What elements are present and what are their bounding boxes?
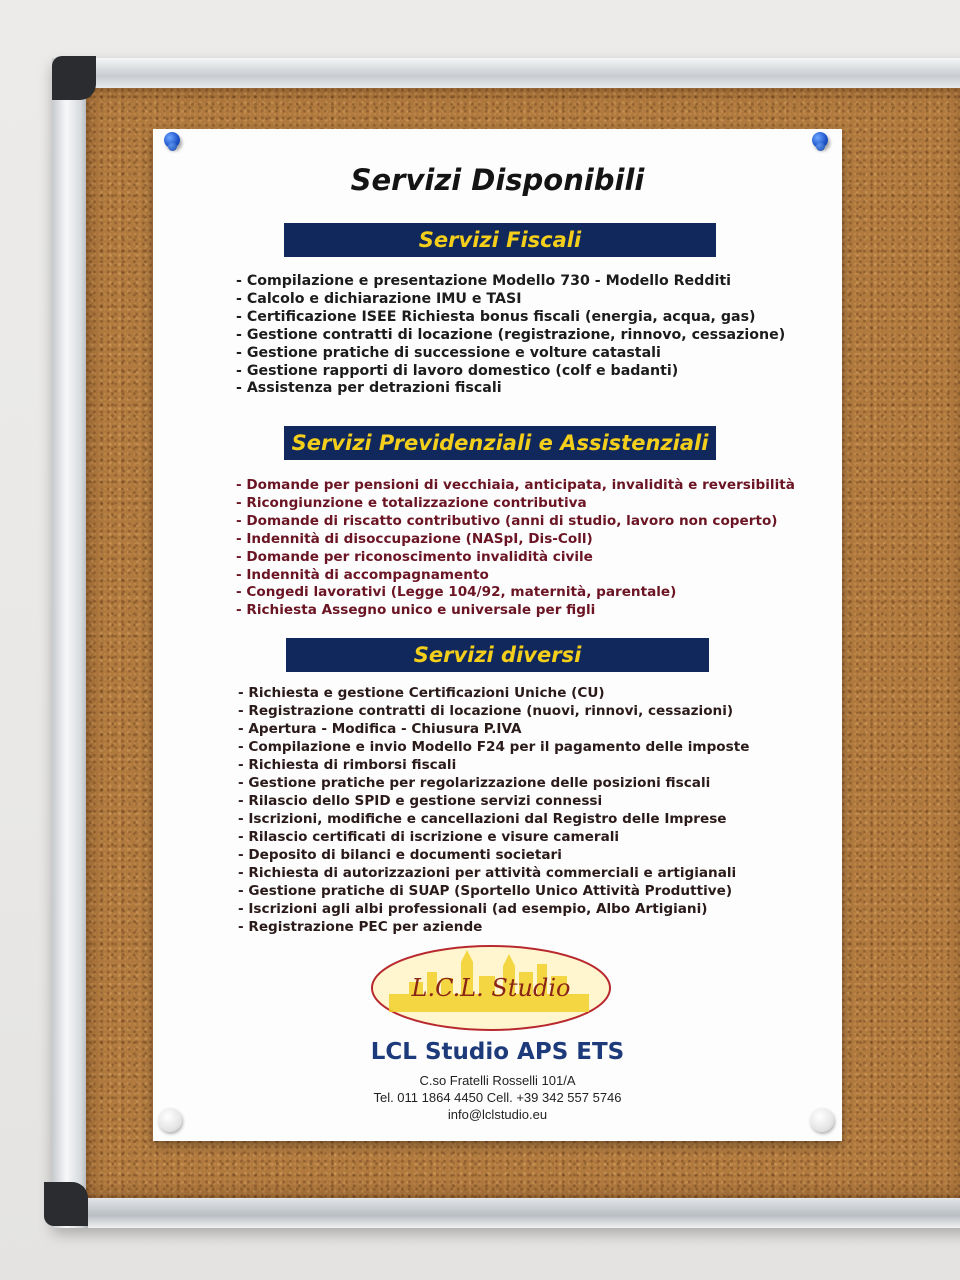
email: info@lclstudio.eu	[447, 1107, 548, 1122]
list-item: - Calcolo e dichiarazione IMU e TASI	[236, 290, 522, 307]
list-item: - Iscrizioni agli albi professionali (ad esempio, Albo Artigiani)	[238, 901, 708, 917]
fiscali-list	[236, 273, 785, 398]
list-item: - Gestione pratiche di SUAP (Sportello Unico Attività Produttive)	[238, 883, 733, 899]
pushpin-icon	[812, 132, 828, 148]
organization-name: LCL Studio APS ETS	[370, 1039, 625, 1065]
list-item: - Rilascio certificati di iscrizione e visure camerali	[238, 829, 620, 845]
frame-rail-bottom	[52, 1196, 960, 1228]
lcl-studio-logo	[369, 942, 613, 1034]
list-item: - Compilazione e presentazione Modello 730 - Modello Redditi	[236, 273, 732, 289]
diversi-list	[238, 684, 749, 936]
list-item: - Richiesta Assegno unico e universale per figli	[236, 602, 596, 619]
list-item: - Domande per pensioni di vecchiaia, anticipata, invalidità e reversibilità	[236, 477, 795, 493]
pushpin-icon	[164, 132, 180, 148]
phone-numbers: Tel. 011 1864 4450 Cell. +39 342 557 5746	[373, 1090, 622, 1105]
frame-corner-bottom-left	[44, 1182, 88, 1226]
list-item: - Gestione contratti di locazione (registrazione, rinnovo, cessazione)	[236, 326, 786, 343]
list-item: - Richiesta di autorizzazioni per attività commerciali e artigianali	[238, 865, 737, 881]
section-heading-diversi: Servizi diversi	[286, 638, 709, 672]
list-item: - Domande di riscatto contributivo (anni di studio, lavoro non coperto)	[236, 512, 778, 529]
list-item: - Indennità di accompagnamento	[236, 566, 489, 583]
list-item: - Compilazione e invio Modello F24 per il pagamento delle imposte	[238, 739, 750, 755]
frame-rail-left	[52, 58, 88, 1228]
list-item: - Indennità di disoccupazione (NASpI, Dis-Coll)	[236, 530, 593, 547]
list-item: - Gestione rapporti di lavoro domestico (colf e badanti)	[236, 362, 679, 379]
list-item: - Richiesta e gestione Certificazioni Uniche (CU)	[238, 685, 605, 701]
logo-text: L.C.L. Studio	[411, 974, 571, 1002]
list-item: - Apertura - Modifica - Chiusura P.IVA	[238, 721, 522, 737]
list-item: - Deposito di bilanci e documenti societari	[238, 847, 562, 863]
frame-corner-top-left	[52, 56, 96, 100]
list-item: - Gestione pratiche per regolarizzazione delle posizioni fiscali	[238, 775, 711, 791]
list-item: - Iscrizioni, modifiche e cancellazioni dal Registro delle Imprese	[238, 811, 727, 827]
address: C.so Fratelli Rosselli 101/A	[419, 1073, 576, 1088]
list-item: - Registrazione PEC per aziende	[238, 919, 483, 935]
list-item: - Assistenza per detrazioni fiscali	[236, 380, 502, 397]
poster-title: Servizi Disponibili	[350, 163, 645, 197]
section-heading-previdenziali: Servizi Previdenziali e Assistenziali	[284, 426, 716, 460]
list-item: - Ricongiunzione e totalizzazione contributiva	[236, 494, 587, 511]
list-item: - Certificazione ISEE Richiesta bonus fiscali (energia, acqua, gas)	[236, 308, 756, 325]
list-item: - Gestione pratiche di successione e volture catastali	[236, 344, 661, 361]
frame-rail-top	[52, 58, 960, 88]
list-item: - Rilascio dello SPID e gestione servizi connessi	[238, 793, 603, 809]
section-heading-fiscali: Servizi Fiscali	[284, 223, 716, 257]
list-item: - Congedi lavorativi (Legge 104/92, maternità, parentale)	[236, 584, 677, 601]
list-item: - Domande per riconoscimento invalidità civile	[236, 548, 593, 565]
previdenziali-list	[236, 477, 795, 620]
list-item: - Registrazione contratti di locazione (nuovi, rinnovi, cessazioni)	[238, 703, 734, 719]
list-item: - Richiesta di rimborsi fiscali	[238, 757, 457, 773]
